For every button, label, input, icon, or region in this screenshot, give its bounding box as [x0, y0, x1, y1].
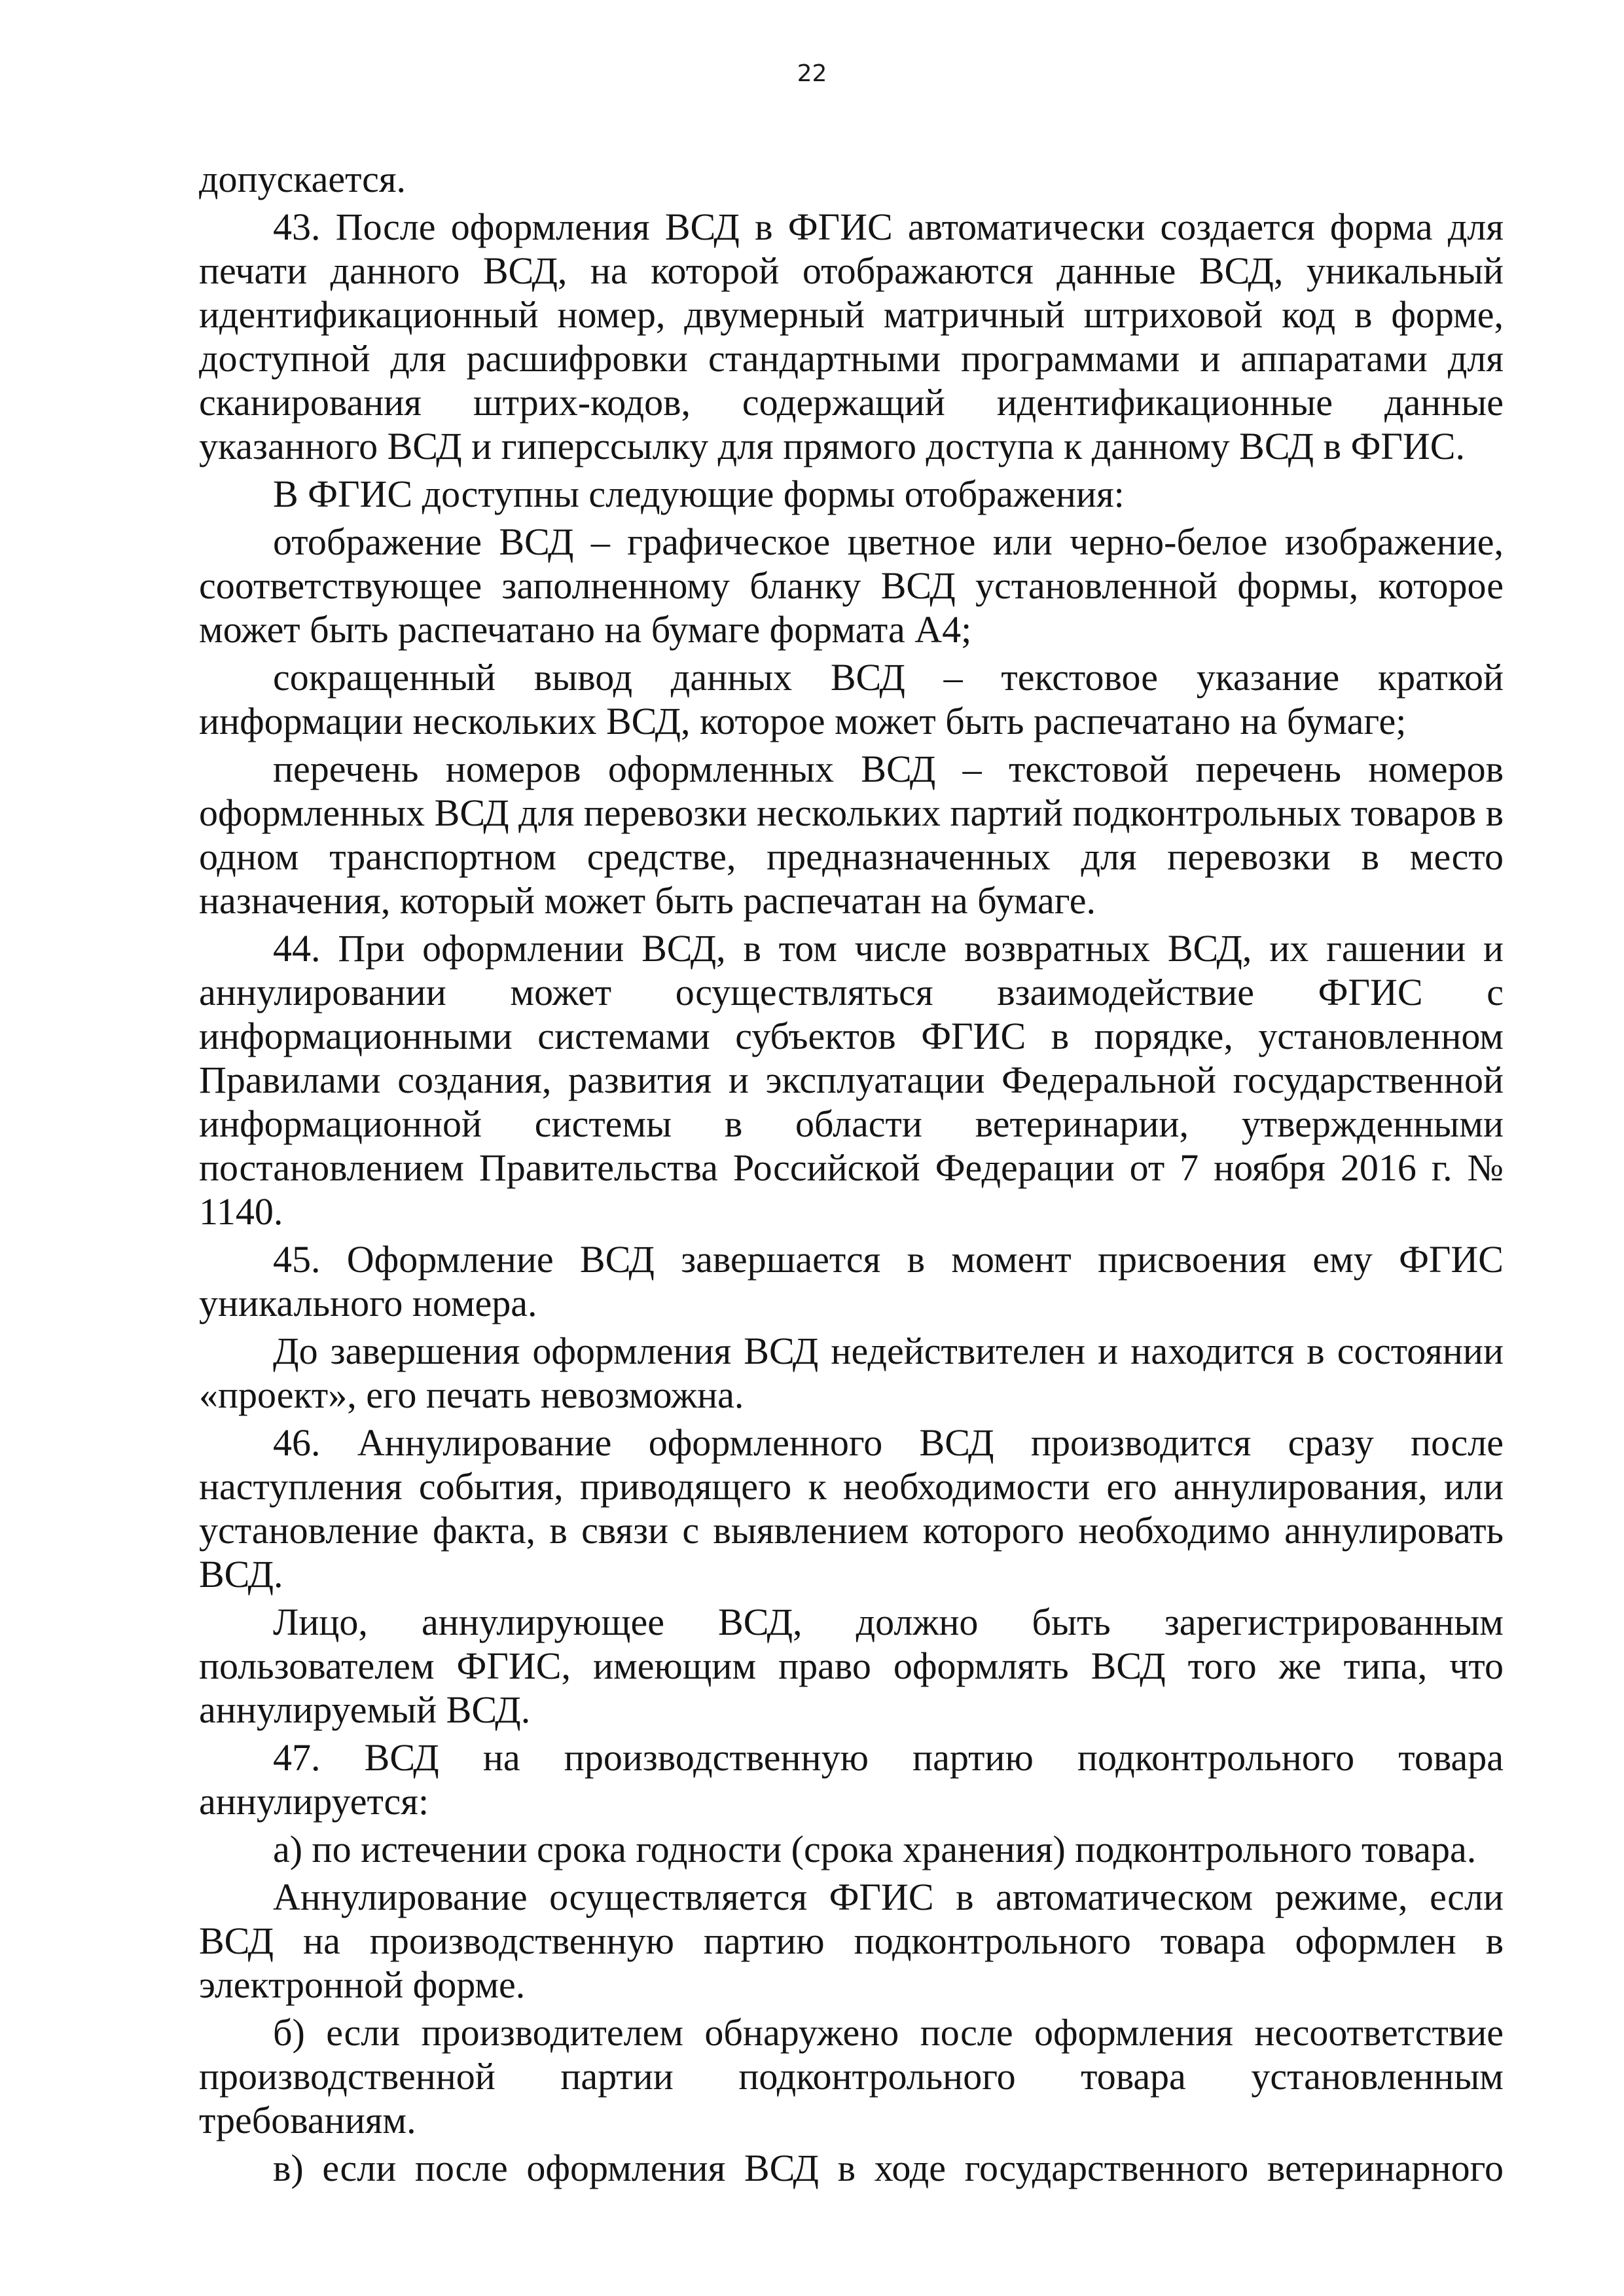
document-body: [199, 157, 1504, 2190]
page-number: 22: [797, 60, 827, 87]
paragraph-item-46: 46. Аннулирование оформленного ВСД производится сразу после наступления события, приводящего к необходимости его аннулирования, или установление факта, в связи с выявлением которого необходимо аннулировать ВСД.: [199, 1421, 1504, 1595]
paragraph-item-47: 47. ВСД на производственную партию подконтрольного товара аннулируется:: [199, 1736, 1504, 1823]
paragraph-auto-annulment: Аннулирование осуществляется ФГИС в автоматическом режиме, если ВСД на производственную партию подконтрольного товара оформлен в электронной форме.: [199, 1876, 1504, 2006]
paragraph-item-43: 43. После оформления ВСД в ФГИС автоматически создается форма для печати данного ВСД, на которой отображаются данные ВСД, уникальный идентификационный номер, двумерный матричный штриховой код в форме, доступной для расшифровки стандартными программами и аппаратами для сканирования штрих-кодов, содержащий идентификационные данные указанного ВСД и гиперссылку для прямого доступа к данному ВСД в ФГИС.: [199, 206, 1504, 467]
paragraph-annulling-person: Лицо, аннулирующее ВСД, должно быть зарегистрированным пользователем ФГИС, имеющим право оформлять ВСД того же типа, что аннулируемый ВСД.: [199, 1601, 1504, 1731]
paragraph-display-vsd: отображение ВСД – графическое цветное или черно-белое изображение, соответствующее заполненному бланку ВСД установленной формы, которое может быть распечатано на бумаге формата А4;: [199, 520, 1504, 651]
paragraph-item-45: 45. Оформление ВСД завершается в момент присвоения ему ФГИС уникального номера.: [199, 1238, 1504, 1324]
paragraph-short-output: сокращенный вывод данных ВСД – текстовое указание краткой информации нескольких ВСД, которое может быть распечатано на бумаге;: [199, 656, 1504, 742]
paragraph-number-list: перечень номеров оформленных ВСД – текстовой перечень номеров оформленных ВСД для перевозки нескольких партий подконтрольных товаров в одном транспортном средстве, предназначенных для перевозки в место назначения, который может быть распечатан на бумаге.: [199, 748, 1504, 922]
paragraph-continuation: допускается.: [199, 158, 406, 200]
paragraph-item-44: 44. При оформлении ВСД, в том числе возвратных ВСД, их гашении и аннулировании может осуществляться взаимодействие ФГИС с информационными системами субъектов ФГИС в порядке, установленном Правилами создания, развития и эксплуатации Федеральной государственной информационной системы в области ветеринарии, утвержденными постановлением Правительства Российской Федерации от 7 ноября 2016 г. № 1140.: [199, 927, 1504, 1233]
paragraph-item-47-a: а) по истечении срока годности (срока хранения) подконтрольного товара.: [273, 1828, 1477, 1870]
paragraph-item-47-v: в) если после оформления ВСД в ходе государственного ветеринарного: [273, 2147, 1504, 2189]
paragraph-draft-status: До завершения оформления ВСД недействителен и находится в состоянии «проект», его печать невозможна.: [199, 1330, 1504, 1416]
paragraph-item-47-b: б) если производителем обнаружено после оформления несоответствие производственной партии подконтрольного товара установленным требованиям.: [199, 2011, 1504, 2141]
paragraph-display-forms-intro: В ФГИС доступны следующие формы отображения:: [273, 473, 1125, 515]
